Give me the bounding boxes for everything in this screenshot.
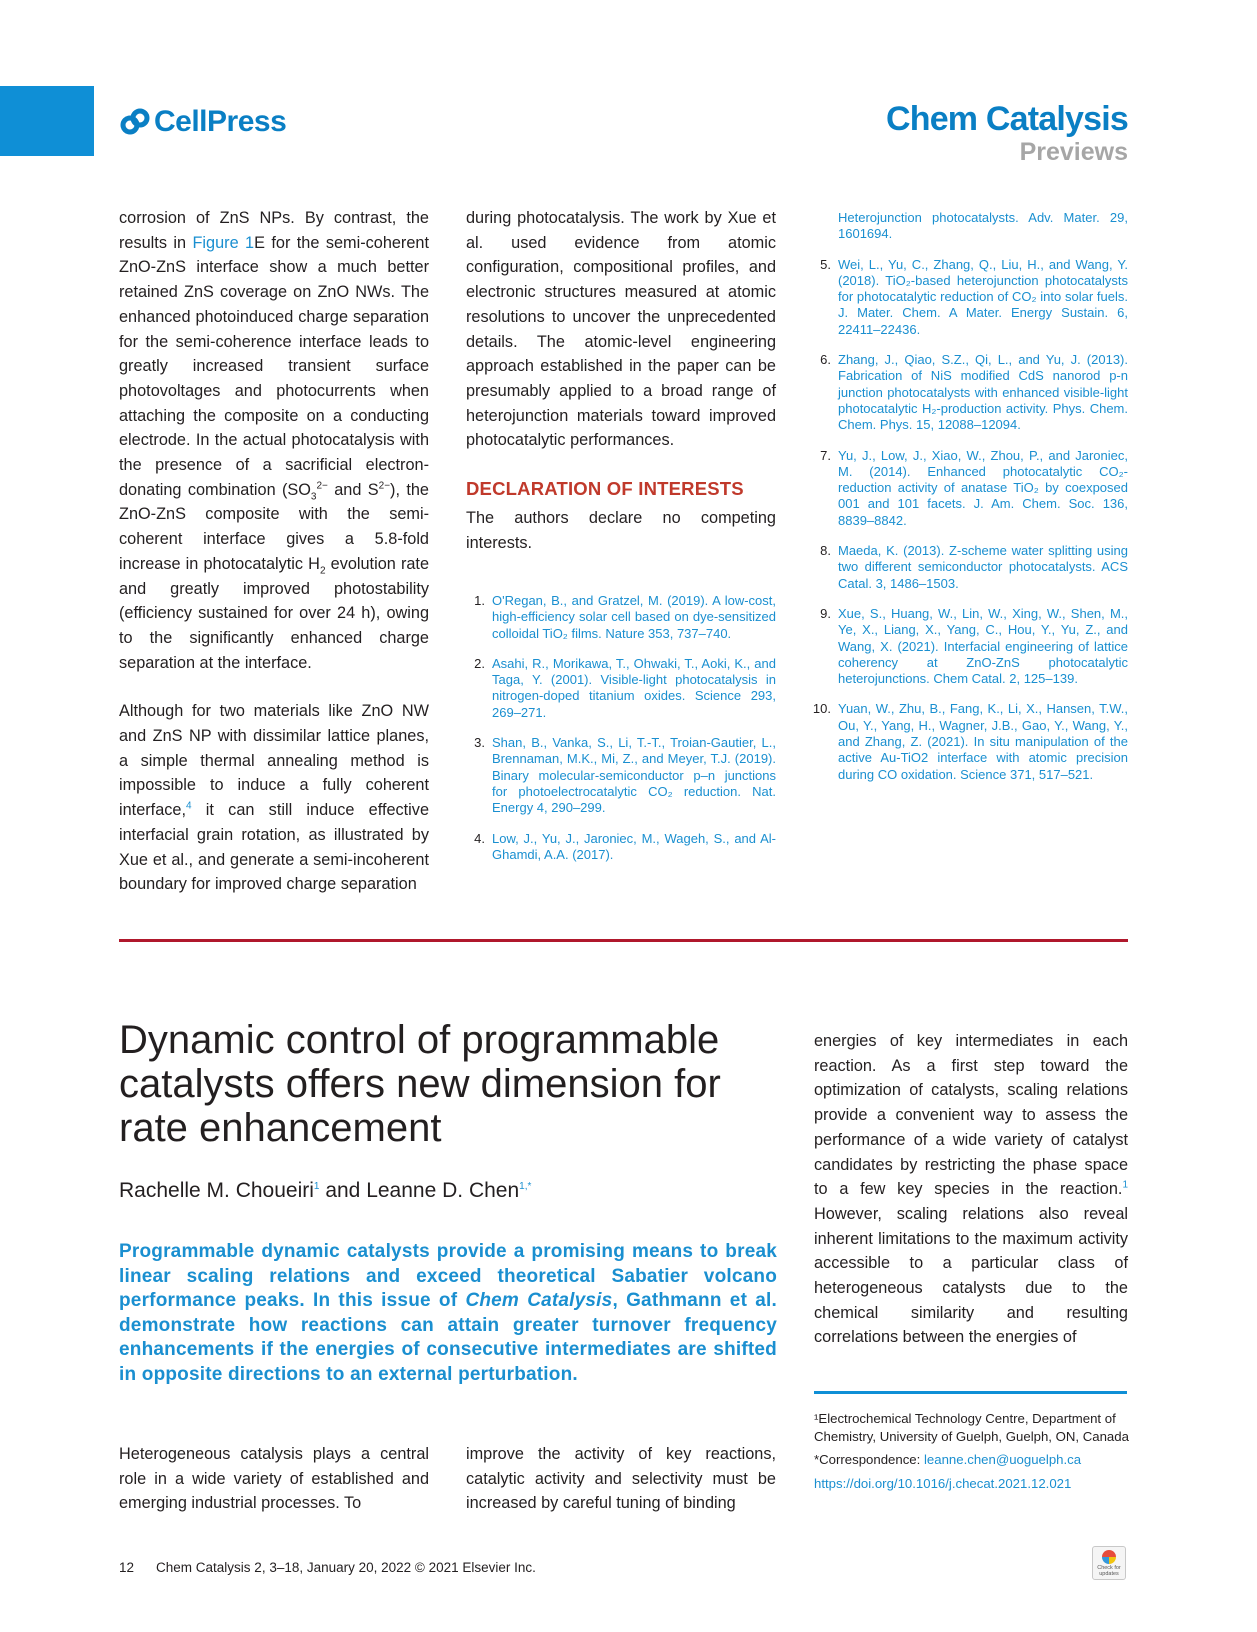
email-link[interactable]: leanne.chen@uoguelph.ca	[923, 1452, 1082, 1467]
affiliation-text: ¹Electrochemical Technology Centre, Department of Chemistry, University of Guelph, Guelph, ON, Canada	[814, 1411, 1129, 1444]
reference-item[interactable]: 3. Shan, B., Vanka, S., Li, T.-T., Troian-Gautier, L., Brennaman, M.K., Mi, Z., and Meyer, T.J. (2019). Binary molecular-semiconductor p–n junctions for photoelectrocatalytic CO₂ reduction. Nat. Energy 4, 290–299.	[474, 735, 776, 816]
doi-link[interactable]: https://doi.org/10.1016/j.checat.2021.12.021	[814, 1475, 1072, 1491]
cellpress-logo[interactable]	[120, 104, 286, 140]
journal-title: Chem Catalysis	[885, 100, 1128, 138]
affiliation-marker[interactable]: 1,*	[519, 1181, 532, 1192]
reference-item[interactable]: 10. Yuan, W., Zhu, B., Fang, K., Li, X., Hansen, T.W., Ou, Y., Yang, H., Wagner, J.B., Gao, Y., Wang, Y., and Zhang, Z. (2021). In situ manipulation of the active Au-TiO2 interface with atomic precision during CO oxidation. Science 371, 517–521.	[812, 701, 1128, 782]
reference-item[interactable]: 1. O'Regan, B., and Gratzel, M. (2019). A low-cost, high-efficiency solar cell based on dye-sensitized colloidal TiO₂ films. Nature 353, 737–740.	[474, 593, 776, 641]
intro-right-column: energies of key intermediates in each reaction. As a first step toward the optimization of catalysts, scaling relations provide a convenient way to assess the performance of a wide variety of catalyst candidates by restricting the phase space to a few key species in the reaction.$^1$ However, scaling relations also reveal inherent limitations to the maximum activity accessible to a particular class of heterogeneous catalysts due to the chemical similarity and resulting correlations between the energies of	[814, 1032, 1128, 1347]
references-list-1	[466, 593, 776, 877]
affiliation-rule	[814, 1391, 1127, 1394]
publisher-name: CellPress	[154, 105, 287, 138]
intro-body-col-1: Heterogeneous catalysis plays a central role in a wide variety of established and emerging industrial processes. To	[119, 1445, 429, 1513]
paragraph: during photocatalysis. The work by Xue et al. used evidence from atomic configuration, compositional profiles, and electronic structures measured at atomic resolutions to uncover the unprecedented details. The atomic-level engineering approach established in the paper can be presumably applied to a broad range of heterojunction materials toward improved photocatalytic performances.	[466, 209, 776, 450]
reference-item[interactable]: Heterojunction photocatalysts. Adv. Mater. 29, 1601694.	[838, 210, 1128, 242]
reference-item[interactable]: 5. Wei, L., Yu, C., Zhang, Q., Liu, H., and Wang, Y. (2018). TiO₂-based heterojunction photocatalysts for photocatalytic reduction of CO₂ into solar fuels. J. Mater. Chem. A Mater. Energy Sustain. 6, 22411–22436.	[820, 256, 1128, 337]
paragraph: Although for two materials like ZnO NW and ZnS NP with dissimilar lattice planes, a simple thermal annealing method is impossible to induce a fully coherent interface,$^4$ it can still induce effective interfacial grain rotation, as illustrated by Xue et al., and generate a semi-incoherent boundary for improved charge separation	[119, 702, 429, 894]
body-column-2	[466, 206, 776, 453]
affiliation-block	[814, 1410, 1129, 1492]
affiliation-marker[interactable]: 1	[313, 1181, 320, 1192]
references-list-2	[812, 210, 1128, 797]
reference-item[interactable]: 4. Low, J., Yu, J., Jaroniec, M., Wageh, S., and Al-Ghamdi, A.A. (2017).	[474, 830, 776, 862]
page-number: 12	[119, 1560, 135, 1575]
reference-item[interactable]: 9. Xue, S., Huang, W., Lin, W., Xing, W., Shen, M., Ye, X., Liang, X., Yang, C., Hou, Y., Yu, Z., and Wang, X. (2021). Interfacial engineering of lattice coherency at ZnO-ZnS photocatalytic heterojunctions. Chem Catal. 2, 125–139.	[820, 605, 1128, 687]
article-divider	[119, 939, 1128, 942]
figure-link[interactable]: Figure 1	[192, 233, 255, 252]
intro-body-col-2: improve the activity of key reactions, catalytic activity and selectivity must be increased by careful tuning of binding	[466, 1445, 776, 1513]
author-line: Rachelle M. Choueiri$^1$ and Leanne D. Chen$^{1,*}$	[119, 1179, 532, 1202]
reference-item[interactable]: 8. Maeda, K. (2013). Z-scheme water splitting using two different semiconductor photocatalysts. ACS Catal. 3, 1486–1503.	[820, 543, 1128, 591]
article-title: Dynamic control of programmable catalysts offers new dimension for rate enhancement	[119, 1018, 721, 1150]
journal-header	[886, 100, 1128, 166]
header-color-tab	[0, 86, 94, 156]
author-name: Leanne D. Chen	[366, 1179, 520, 1202]
declaration-text: The authors declare no competing interests.	[466, 509, 776, 552]
paragraph: corrosion of ZnS NPs. By contrast, the results in Figure 1E for the semi-coherent ZnO-ZnS interface show a much better retained ZnS coverage on ZnO NWs. The enhanced photoinduced charge separation for the semi-coherence interface leads to greatly increased transient surface photovoltages and photocurrents when attaching the composite on a conducting electrode. In the actual photocatalysis with the presence of a sacrificial electron-donating combination ($SO_3^{2-}$ and $S^{2-}$), the ZnO-ZnS composite with the semi-coherent interface gives a 5.8-fold increase in photocatalytic $H_2$ evolution rate and greatly improved photostability (efficiency sustained for over 24 h), owing to the significantly enhanced charge separation at the interface.	[119, 209, 429, 672]
reference-item[interactable]: 6. Zhang, J., Qiao, S.Z., Qi, L., and Yu, J. (2013). Fabrication of NiS modified CdS nanorod p-n junction photocatalysts with enhanced visible-light photocatalytic H₂-production activity. Phys. Chem. Chem. Phys. 15, 12088–12094.	[820, 352, 1128, 433]
badge-label: Check for updates	[1097, 1564, 1121, 1577]
body-column-1	[119, 206, 429, 897]
abstract: Programmable dynamic catalysts provide a promising means to break linear scaling relations and exceed theoretical Sabatier volcano performance peaks. In this issue of Chem Catalysis, Gathmann et al. demonstrate how reactions can attain greater turnover frequency enhancements if the energies of consecutive intermediates are shifted in opposite directions to an external perturbation.	[119, 1241, 777, 1385]
page-footer	[119, 1560, 536, 1575]
author-name: Rachelle M. Choueiri	[119, 1179, 314, 1202]
reference-link[interactable]: 1	[1122, 1179, 1128, 1191]
reference-item[interactable]: 2. Asahi, R., Morikawa, T., Ohwaki, T., Aoki, K., and Taga, Y. (2001). Visible-light photocatalysis in nitrogen-doped titanium oxides. Science 293, 269–271.	[474, 655, 776, 720]
journal-name-italic: Chem Catalysis	[465, 1290, 613, 1311]
reference-link[interactable]: 4	[185, 800, 192, 812]
check-for-updates-badge[interactable]	[1092, 1546, 1126, 1580]
update-icon	[1102, 1550, 1116, 1564]
doi-line	[814, 1475, 1129, 1493]
correspondence: *Correspondence: leanne.chen@uoguelph.ca	[814, 1452, 1082, 1467]
reference-item[interactable]: 7. Yu, J., Low, J., Xiao, W., Zhou, P., and Jaroniec, M. (2014). Enhanced photocatalytic CO₂-reduction activity of anatase TiO₂ by coexposed 001 and 101 facets. J. Am. Chem. Soc. 136, 8839–8842.	[820, 447, 1128, 528]
section-heading: DECLARATION OF INTERESTS	[466, 478, 744, 499]
cellpress-logo-icon	[120, 107, 150, 137]
section-label: Previews	[1019, 138, 1128, 166]
citation-line: Chem Catalysis 2, 3–18, January 20, 2022 © 2021 Elsevier Inc.	[156, 1560, 536, 1575]
